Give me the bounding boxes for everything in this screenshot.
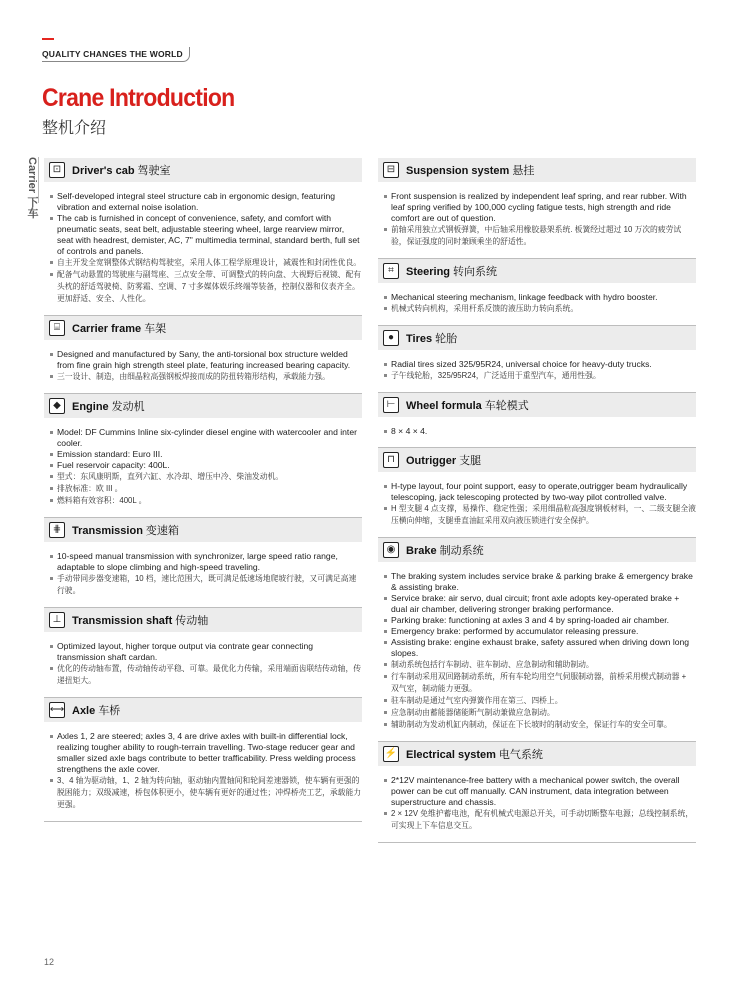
- section-body: [378, 472, 696, 538]
- list-item: 子午线轮胎，325/95R24，广泛适用于重型汽车，通用性强。: [384, 370, 696, 382]
- section-title-en: Transmission: [72, 525, 143, 537]
- section-body: [44, 722, 362, 822]
- page-title: Crane Introduction: [42, 84, 235, 112]
- page-subtitle: 整机介绍: [42, 120, 107, 137]
- bullet-list: [384, 775, 696, 832]
- list-item: Self-developed integral steel structure cab in ergonomic design, featuring vibration and external noise isolation.: [50, 191, 362, 213]
- spec-section: [378, 538, 696, 742]
- section-title: [72, 320, 166, 336]
- spec-section: [44, 158, 362, 316]
- side-tab: [24, 157, 38, 218]
- bullet-list: [384, 571, 696, 731]
- section-title-cn: 传动轴: [175, 615, 209, 627]
- section-body: [378, 562, 696, 742]
- bullet-list: [384, 426, 696, 437]
- section-title: [406, 162, 534, 178]
- list-item: Emergency brake: performed by accumulator releasing pressure.: [384, 626, 696, 637]
- list-item: 燃料箱有效容积：400L 。: [50, 495, 362, 507]
- section-header: [44, 158, 362, 182]
- page-number: 12: [44, 957, 55, 967]
- section-title-cn: 驾驶室: [137, 165, 171, 177]
- section-title-cn: 车桥: [98, 705, 121, 717]
- section-title: [406, 397, 529, 413]
- section-title-en: Electrical system: [406, 749, 496, 761]
- section-title-cn: 转向系统: [453, 266, 498, 278]
- tire-icon: ●: [383, 330, 399, 346]
- list-item: Optimized layout, higher torque output via contrate gear connecting transmission shaft cardan.: [50, 641, 362, 663]
- section-body: [44, 182, 362, 316]
- spec-section: [44, 518, 362, 608]
- spec-section: [44, 698, 362, 822]
- list-item: Fuel reservoir capacity: 400L.: [50, 460, 362, 471]
- section-title-cn: 轮胎: [435, 333, 458, 345]
- list-item: 应急制动由蓄能器储能断气制动兼做应急制动。: [384, 707, 696, 719]
- list-item: 辅助制动为发动机缸内制动，保证在下长坡时的制动安全，保证行车的安全可靠。: [384, 719, 696, 731]
- list-item: 行车制动采用双回路制动系统，所有车轮均用空气伺服制动器，前桥采用楔式制动器 + 双气室，制动能力更强。: [384, 671, 696, 695]
- bullet-list: [384, 359, 696, 382]
- list-item: 制动系统包括行车制动、驻车制动、应急制动和辅助制动。: [384, 659, 696, 671]
- section-header: [378, 259, 696, 283]
- list-item: Assisting brake: engine exhaust brake, safety assured when driving down long slopes.: [384, 637, 696, 659]
- section-title: [72, 522, 179, 538]
- section-title-cn: 发动机: [111, 401, 145, 413]
- list-item: H 型支腿 4 点支撑，易操作、稳定性强；采用细晶粒高强度钢板材料，一、二级支腿全液压横向伸缩，支腿垂直油缸采用双向液压锁进行安全保护。: [384, 503, 696, 527]
- list-item: Designed and manufactured by Sany, the anti-torsional box structure welded from fine grain high strength steel plate, featuring increased bearing capacity.: [50, 349, 362, 371]
- section-title-en: Tires: [406, 333, 433, 345]
- list-item: Radial tires sized 325/95R24, universal choice for heavy-duty trucks.: [384, 359, 696, 370]
- section-title-cn: 车架: [144, 323, 167, 335]
- steering-icon: ⌗: [383, 263, 399, 279]
- transmission-shaft-icon: ⊥: [49, 612, 65, 628]
- section-title: [72, 612, 208, 628]
- bullet-list: [384, 191, 696, 248]
- section-title: [72, 702, 120, 718]
- list-item: 10-speed manual transmission with synchronizer, large speed ratio range, adaptable to slope climbing and high-speed traveling.: [50, 551, 362, 573]
- section-title-cn: 支腿: [459, 455, 482, 467]
- spec-section: [378, 326, 696, 393]
- accent-line: [42, 38, 54, 40]
- list-item: 前轴采用独立式钢板弹簧，中后轴采用橡胶悬架系统. 板簧经过超过 10 万次的疲劳试验，保证强度的同时兼顾乘坐的舒适性。: [384, 224, 696, 248]
- section-title-en: Steering: [406, 266, 451, 278]
- list-item: The cab is furnished in concept of convenience, safety, and comfort with pneumatic seats, seat belt, adjustable steering wheel, large rearview mirror, seat with headrest, demister, AC, 7" multimedia terminal, standard berth, full set of controls and panels.: [50, 213, 362, 257]
- axle-icon: ⟷: [49, 702, 65, 718]
- bullet-list: [50, 731, 362, 811]
- section-title: [406, 452, 481, 468]
- section-title-cn: 车轮模式: [484, 400, 529, 412]
- list-item: Axles 1, 2 are steered; axles 3, 4 are drive axles with built-in differential lock, realizing tougher ability to rough-terrain travelling. Two-stage reducer gear and smaller sized axle bags contribute to better trafficability. Press welding process strengthens the axle cover.: [50, 731, 362, 775]
- section-header: [44, 394, 362, 418]
- spec-section: [44, 394, 362, 518]
- section-header: [378, 393, 696, 417]
- section-body: [378, 417, 696, 448]
- section-header: [378, 158, 696, 182]
- bullet-list: [384, 292, 696, 315]
- list-item: 手动带同步器变速箱，10 档，速比范围大，既可满足低速场地爬坡行驶，又可满足高速行驶。: [50, 573, 362, 597]
- engine-icon: ◆: [49, 398, 65, 414]
- spec-section: [44, 608, 362, 698]
- section-title-en: Outrigger: [406, 455, 457, 467]
- list-item: Parking brake: functioning at axles 3 and 4 by spring-loaded air chamber.: [384, 615, 696, 626]
- bullet-list: [50, 349, 362, 383]
- list-item: 型式：东风康明斯，直列六缸、水冷却、增压中冷、柴油发动机。: [50, 471, 362, 483]
- section-body: [378, 182, 696, 259]
- section-title-cn: 变速箱: [145, 525, 179, 537]
- section-title-cn: 制动系统: [439, 545, 484, 557]
- section-title: [72, 398, 145, 414]
- list-item: 驻车制动是通过气室内弹簧作用在第三、四桥上。: [384, 695, 696, 707]
- side-tab-label: Carrier 下车: [26, 157, 38, 219]
- section-title: [406, 263, 497, 279]
- carrier-frame-icon: ⌸: [49, 320, 65, 336]
- spec-section: [378, 393, 696, 448]
- list-item: Emission standard: Euro III.: [50, 449, 362, 460]
- section-header: [378, 538, 696, 562]
- section-header: [44, 316, 362, 340]
- list-item: 8 × 4 × 4.: [384, 426, 696, 437]
- section-title-en: Wheel formula: [406, 400, 482, 412]
- bullet-list: [50, 191, 362, 305]
- electrical-icon: ⚡: [383, 746, 399, 762]
- outrigger-icon: ⊓: [383, 452, 399, 468]
- section-title-cn: 悬挂: [512, 165, 535, 177]
- spec-section: [378, 448, 696, 538]
- suspension-icon: ⊟: [383, 162, 399, 178]
- section-header: [378, 742, 696, 766]
- section-title-en: Transmission shaft: [72, 615, 173, 627]
- spec-section: [378, 742, 696, 843]
- list-item: Model: DF Cummins Inline six-cylinder diesel engine with watercooler and inter cooler.: [50, 427, 362, 449]
- list-item: 自主开发全宽钢整体式钢结构驾驶室，采用人体工程学原理设计，减震性和封闭性优良。: [50, 257, 362, 269]
- list-item: Front suspension is realized by independent leaf spring, and rear rubber. With leaf spring verified by 100,000 cycling fatigue tests, high strength and ride comfort are out of question.: [384, 191, 696, 224]
- section-body: [44, 340, 362, 394]
- tagline: QUALITY CHANGES THE WORLD: [42, 47, 190, 62]
- spec-section: [378, 158, 696, 259]
- spec-section: [44, 316, 362, 394]
- list-item: 三一设计、制造，由细晶粒高强钢板焊接而成的防扭转箱形结构，承载能力强。: [50, 371, 362, 383]
- list-item: H-type layout, four point support, easy to operate,outrigger beam hydraulically telescoping, jack telescoping protected by two-way pilot controlled valve.: [384, 481, 696, 503]
- section-body: [378, 766, 696, 843]
- section-title: [406, 330, 457, 346]
- list-item: 排放标准：欧 III 。: [50, 483, 362, 495]
- right-column: [378, 158, 696, 843]
- wheel-formula-icon: ⊢: [383, 397, 399, 413]
- section-title-cn: 电气系统: [498, 749, 543, 761]
- left-column: [44, 158, 362, 822]
- bullet-list: [50, 551, 362, 597]
- section-body: [378, 350, 696, 393]
- header-bar: [42, 38, 190, 62]
- list-item: 2*12V maintenance-free battery with a mechanical power switch, the overall power can be cut off manually. CAN instrument, data integration between superstructure and chassis.: [384, 775, 696, 808]
- section-title-en: Brake: [406, 545, 437, 557]
- section-title: [406, 746, 543, 762]
- side-tab-divider: [38, 157, 39, 203]
- section-header: [378, 448, 696, 472]
- list-item: The braking system includes service brake & parking brake & emergency brake & assisting brake.: [384, 571, 696, 593]
- list-item: 优化的传动轴布置，传动轴传动平稳、可靠。最优化力传输，采用端面齿联结传动轴，传递扭矩大。: [50, 663, 362, 687]
- section-header: [378, 326, 696, 350]
- section-title-en: Suspension system: [406, 165, 510, 177]
- list-item: Mechanical steering mechanism, linkage feedback with hydro booster.: [384, 292, 696, 303]
- section-title: [406, 542, 484, 558]
- transmission-icon: ⋕: [49, 522, 65, 538]
- section-body: [378, 283, 696, 326]
- section-header: [44, 518, 362, 542]
- bullet-list: [384, 481, 696, 527]
- list-item: 机械式转向机构，采用杆系反馈的液压助力转向系统。: [384, 303, 696, 315]
- section-title-en: Axle: [72, 705, 96, 717]
- section-title: [72, 162, 171, 178]
- section-header: [44, 608, 362, 632]
- section-title-en: Carrier frame: [72, 323, 142, 335]
- section-title-en: Driver's cab: [72, 165, 135, 177]
- list-item: 2 × 12V 免维护蓄电池，配有机械式电源总开关，可手动切断整车电源；总线控制系统，可实现上下车信息交互。: [384, 808, 696, 832]
- section-body: [44, 418, 362, 518]
- section-body: [44, 542, 362, 608]
- section-body: [44, 632, 362, 698]
- list-item: Service brake: air servo, dual circuit; front axle adopts key-operated brake + dual air chamber, delivering stronger braking performance.: [384, 593, 696, 615]
- spec-section: [378, 259, 696, 326]
- list-item: 配备气动悬置的驾驶座与副驾座、三点安全带、可调整式的转向盘、大视野后视镜、配有头枕的舒适驾驶椅、防雾霜、空调、7 寸多媒体娱乐终端等装备，控制仪器和仪表齐全。更加舒适、安全、人性化。: [50, 269, 362, 305]
- bullet-list: [50, 427, 362, 507]
- section-header: [44, 698, 362, 722]
- bullet-list: [50, 641, 362, 687]
- section-title-en: Engine: [72, 401, 109, 413]
- list-item: 3、4 轴为驱动轴，1、2 轴为转向轴，驱动轴内置轴间和轮间差速器锁，使车辆有更强的脱困能力；双级减速，桥包体积更小，使车辆有更好的通过性；冲焊桥壳工艺，承载能力更强。: [50, 775, 362, 811]
- cab-icon: ⊡: [49, 162, 65, 178]
- brake-icon: ◉: [383, 542, 399, 558]
